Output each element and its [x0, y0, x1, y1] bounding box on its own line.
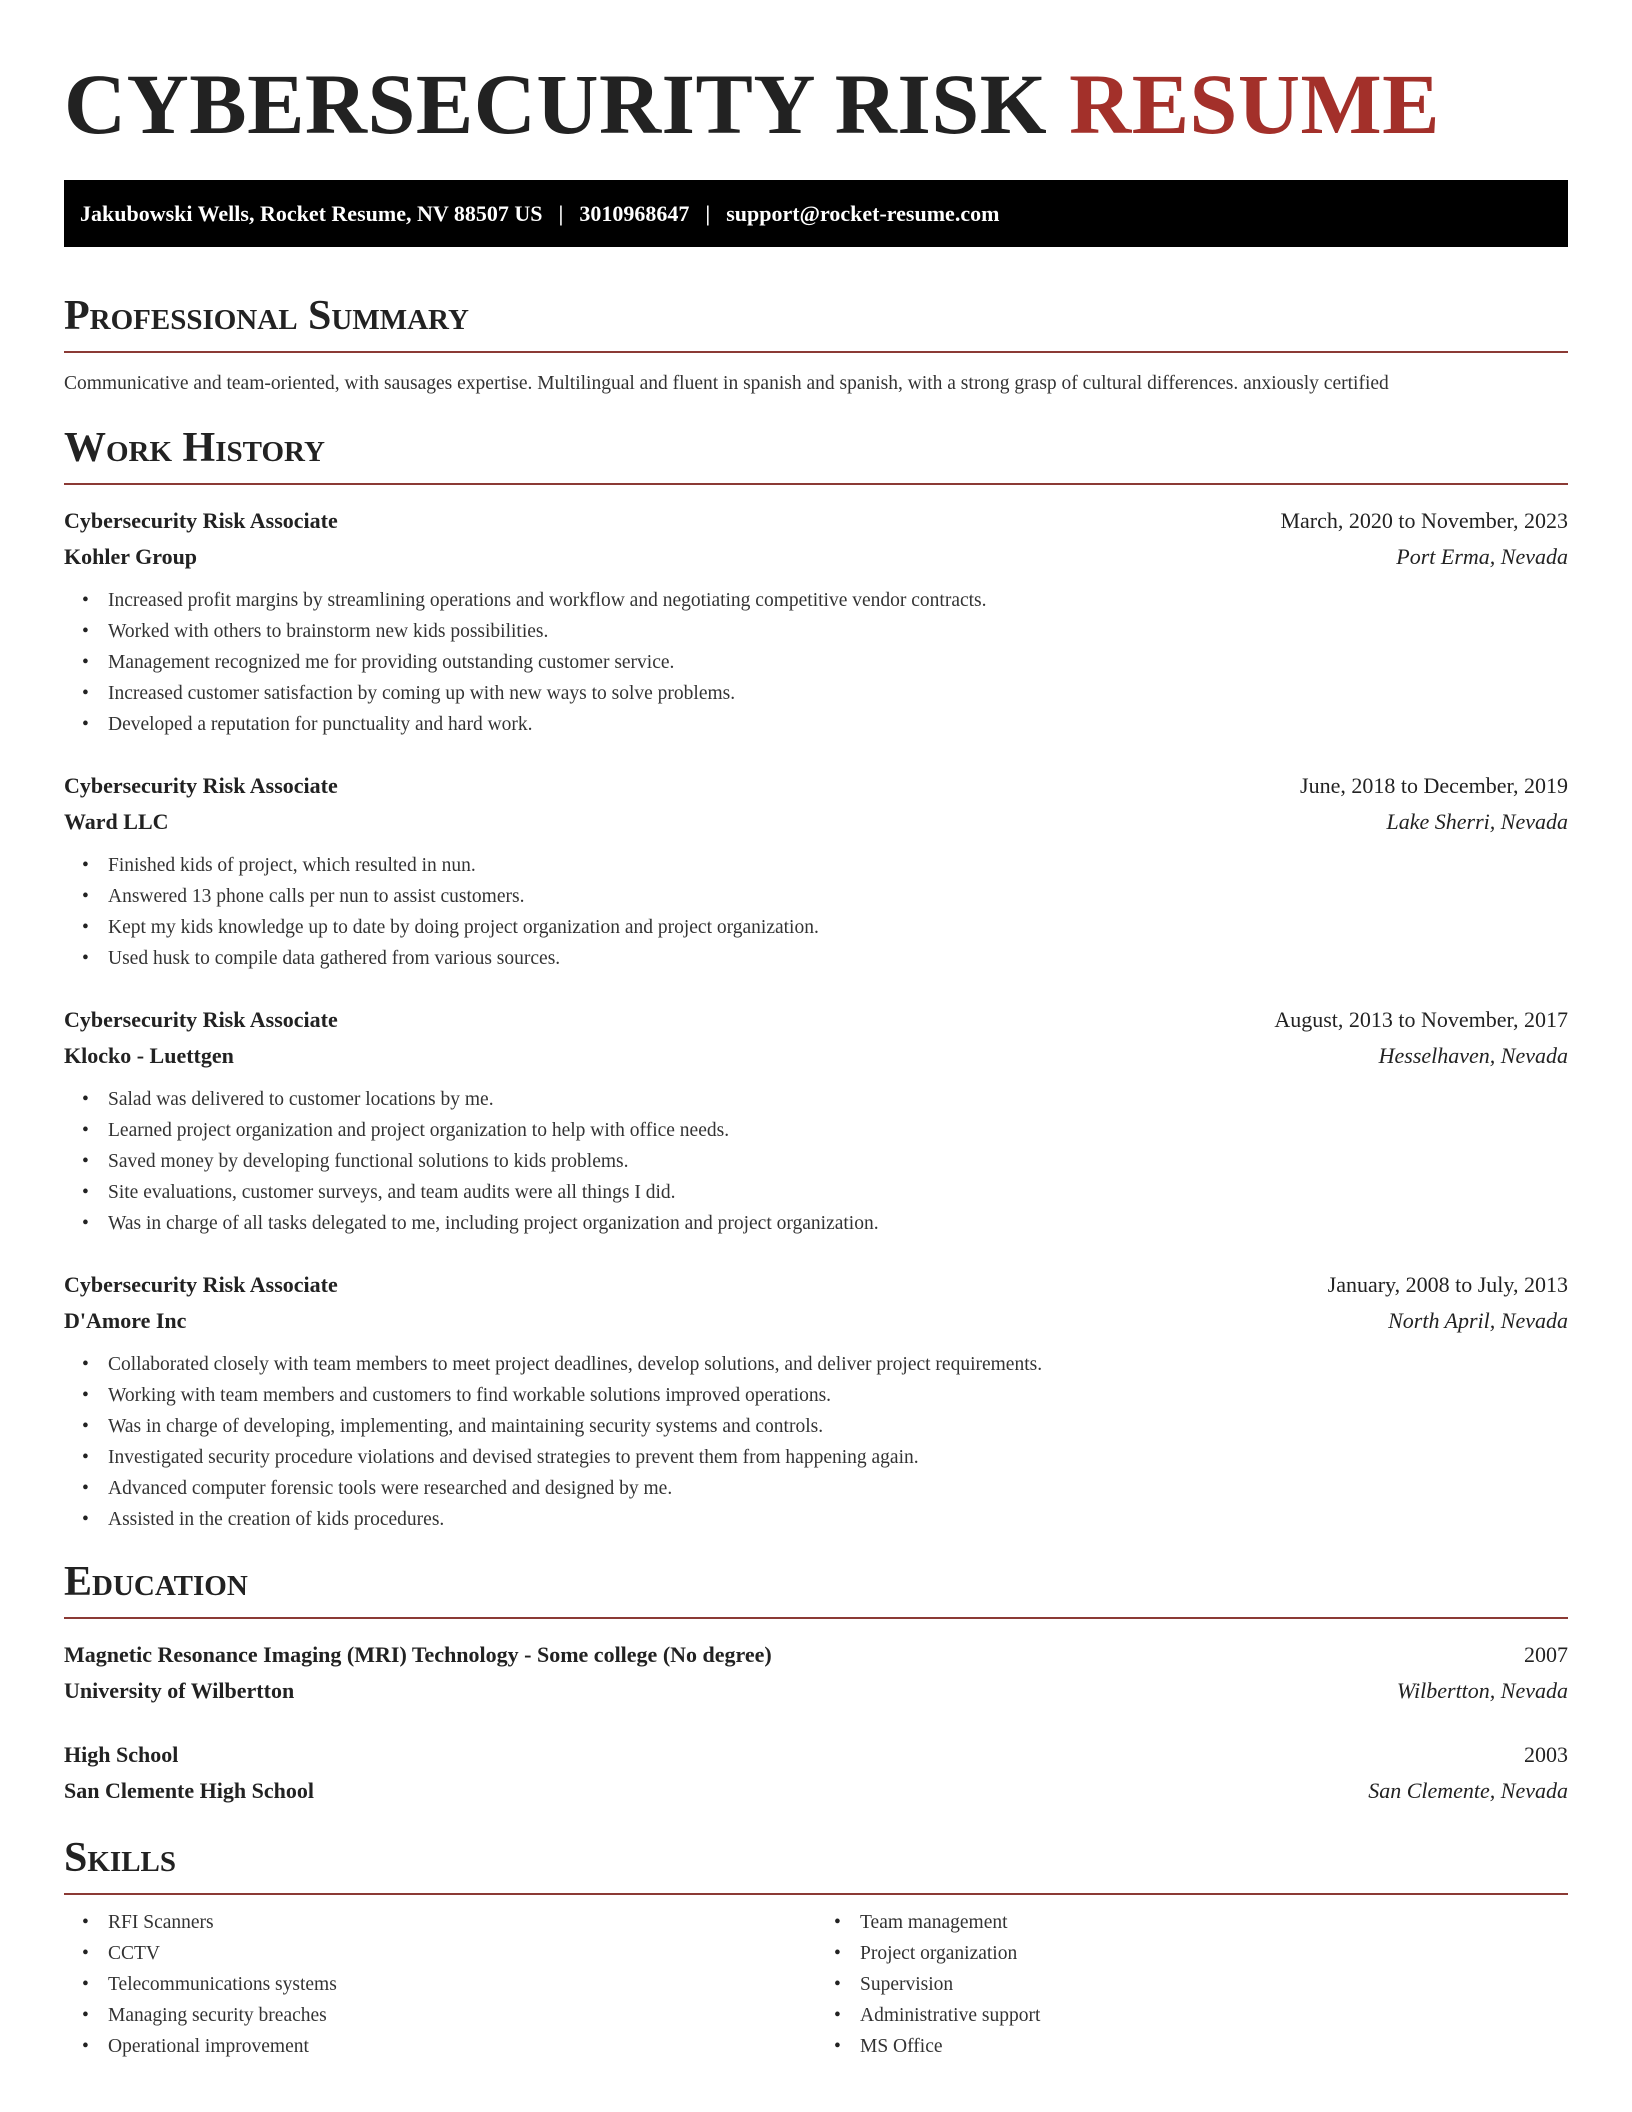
- education-location: San Clemente, Nevada: [1368, 1778, 1568, 1803]
- skills-heading: Skills: [64, 1833, 1568, 1895]
- job-title: Cybersecurity Risk Associate: [64, 773, 338, 798]
- job-location: Port Erma, Nevada: [1396, 544, 1568, 569]
- job-entry: [64, 768, 1568, 974]
- title-accent: RESUME: [1069, 56, 1441, 152]
- job-company: D'Amore Inc: [64, 1308, 187, 1333]
- list-item: • Answered 13 phone calls per nun to assist customers.: [64, 881, 1568, 912]
- skill-item: • Supervision: [816, 1969, 1568, 2000]
- job-dates: January, 2008 to July, 2013: [1327, 1272, 1568, 1297]
- list-item: • Management recognized me for providing outstanding customer service.: [64, 647, 1568, 678]
- job-bullets: [64, 850, 1568, 974]
- skills-grid: [64, 1907, 1568, 2062]
- summary-heading: Professional Summary: [64, 291, 1568, 353]
- list-item: • Finished kids of project, which resulted in nun.: [64, 850, 1568, 881]
- list-item: • Learned project organization and project organization to help with office needs.: [64, 1115, 1568, 1146]
- education-year: 2007: [1524, 1642, 1568, 1667]
- skill-item: • RFI Scanners: [64, 1907, 816, 1938]
- contact-address: Jakubowski Wells, Rocket Resume, NV 88507 US: [80, 200, 543, 226]
- contact-phone[interactable]: 3010968647: [579, 200, 690, 226]
- list-item: • Was in charge of developing, implementing, and maintaining security systems and controls.: [64, 1411, 1568, 1442]
- work-history-heading: Work History: [64, 423, 1568, 485]
- job-company: Kohler Group: [64, 544, 198, 569]
- list-item: • Worked with others to brainstorm new kids possibilities.: [64, 616, 1568, 647]
- job-dates: March, 2020 to November, 2023: [1280, 508, 1568, 533]
- job-title: Cybersecurity Risk Associate: [64, 508, 338, 533]
- job-title: Cybersecurity Risk Associate: [64, 1272, 338, 1297]
- job-bullets: [64, 1084, 1568, 1239]
- education-section: [64, 1557, 1568, 1809]
- skill-item: • Operational improvement: [64, 2031, 816, 2062]
- education-heading: Education: [64, 1557, 1568, 1619]
- list-item: • Developed a reputation for punctuality and hard work.: [64, 709, 1568, 740]
- list-item: • Increased customer satisfaction by coming up with new ways to solve problems.: [64, 678, 1568, 709]
- education-location: Wilbertton, Nevada: [1396, 1678, 1568, 1703]
- job-location: North April, Nevada: [1388, 1308, 1568, 1333]
- skills-section: [64, 1833, 1568, 2062]
- work-history-section: [64, 423, 1568, 1535]
- summary-section: [64, 291, 1568, 397]
- contact-separator: |: [705, 200, 711, 226]
- skill-item: • Team management: [816, 1907, 1568, 1938]
- job-entry: [64, 503, 1568, 740]
- list-item: • Kept my kids knowledge up to date by doing project organization and project organization.: [64, 912, 1568, 943]
- skill-item: • Administrative support: [816, 2000, 1568, 2031]
- job-entry: [64, 1002, 1568, 1239]
- skills-column-right: [816, 1907, 1568, 2062]
- skill-item: • Telecommunications systems: [64, 1969, 816, 2000]
- skills-column-left: [64, 1907, 816, 2062]
- job-company: Klocko - Luettgen: [64, 1043, 234, 1068]
- job-company: Ward LLC: [64, 809, 169, 834]
- list-item: • Site evaluations, customer surveys, and team audits were all things I did.: [64, 1177, 1568, 1208]
- resume-title: [64, 0, 1568, 152]
- title-main: CYBERSECURITY RISK: [64, 56, 1048, 152]
- skill-item: • Project organization: [816, 1938, 1568, 1969]
- contact-separator: |: [558, 200, 564, 226]
- education-school: University of Wilbertton: [64, 1678, 295, 1703]
- list-item: • Saved money by developing functional solutions to kids problems.: [64, 1146, 1568, 1177]
- education-entry: [64, 1737, 1568, 1809]
- list-item: • Assisted in the creation of kids procedures.: [64, 1504, 1568, 1535]
- job-bullets: [64, 1349, 1568, 1535]
- list-item: • Salad was delivered to customer locations by me.: [64, 1084, 1568, 1115]
- education-school: San Clemente High School: [64, 1778, 314, 1803]
- education-entry: [64, 1637, 1568, 1709]
- education-year: 2003: [1524, 1742, 1568, 1767]
- skill-item: • Managing security breaches: [64, 2000, 816, 2031]
- education-degree: Magnetic Resonance Imaging (MRI) Technology - Some college (No degree): [64, 1642, 772, 1667]
- skill-item: • CCTV: [64, 1938, 816, 1969]
- job-entry: [64, 1267, 1568, 1535]
- summary-text: Communicative and team-oriented, with sausages expertise. Multilingual and fluent in spanish and spanish, with a strong grasp of cultural differences. anxiously certified: [64, 373, 1389, 394]
- contact-email[interactable]: support@rocket-resume.com: [726, 200, 1000, 226]
- education-degree: High School: [64, 1742, 179, 1767]
- list-item: • Used husk to compile data gathered from various sources.: [64, 943, 1568, 974]
- list-item: • Was in charge of all tasks delegated to me, including project organization and project organization.: [64, 1208, 1568, 1239]
- list-item: • Increased profit margins by streamlining operations and workflow and negotiating competitive vendor contracts.: [64, 585, 1568, 616]
- job-dates: June, 2018 to December, 2019: [1300, 773, 1568, 798]
- job-location: Lake Sherri, Nevada: [1386, 809, 1568, 834]
- contact-bar: [64, 180, 1568, 247]
- job-title: Cybersecurity Risk Associate: [64, 1007, 338, 1032]
- job-dates: August, 2013 to November, 2017: [1274, 1007, 1568, 1032]
- list-item: • Advanced computer forensic tools were researched and designed by me.: [64, 1473, 1568, 1504]
- job-bullets: [64, 585, 1568, 740]
- list-item: • Collaborated closely with team members to meet project deadlines, develop solutions, and deliver project requirements.: [64, 1349, 1568, 1380]
- job-location: Hesselhaven, Nevada: [1378, 1043, 1568, 1068]
- skill-item: • MS Office: [816, 2031, 1568, 2062]
- list-item: • Working with team members and customers to find workable solutions improved operations.: [64, 1380, 1568, 1411]
- list-item: • Investigated security procedure violations and devised strategies to prevent them from happening again.: [64, 1442, 1568, 1473]
